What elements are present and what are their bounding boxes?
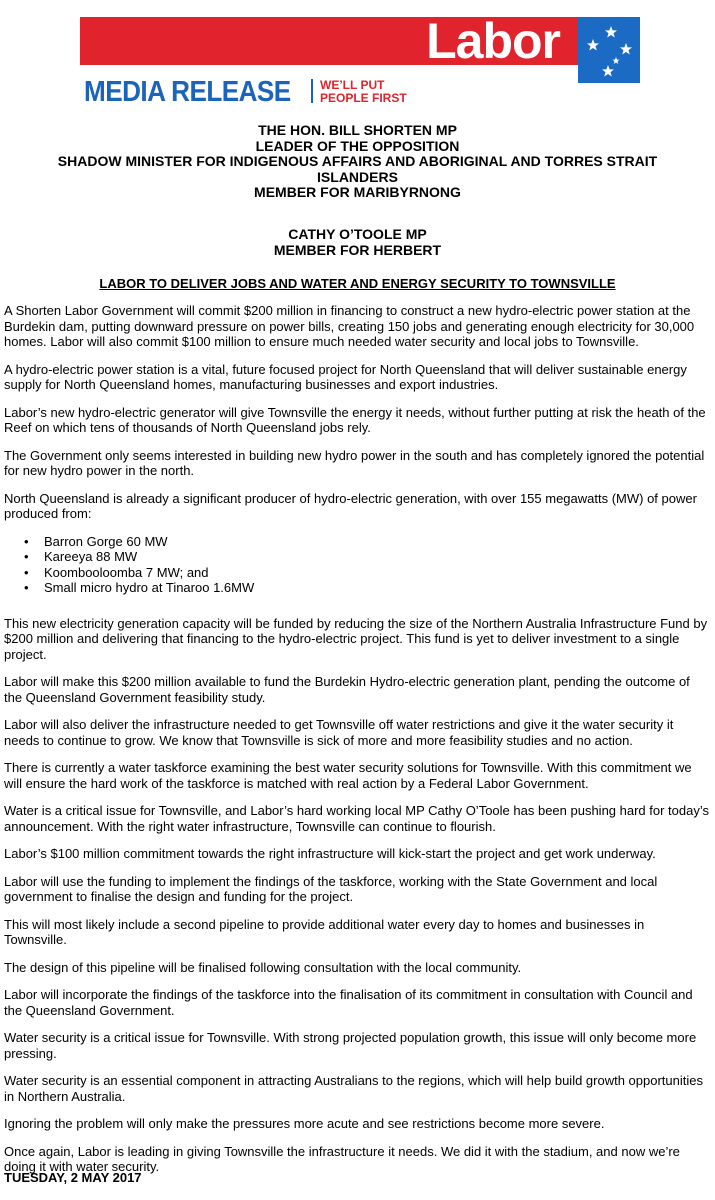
heading-line: ISLANDERS: [317, 168, 398, 185]
header-divider: [311, 79, 313, 103]
heading-line: SHADOW MINISTER FOR INDIGENOUS AFFAIRS AND ABORIGINAL AND TORRES STRAIT: [57, 153, 658, 169]
body-paragraph: Water is a critical issue for Townsville, and Labor’s hard working local MP Cathy O’Toole has been pushing hard for today’s announcement. With the right water infrastructure, Townsville can continue to flourish.: [4, 803, 710, 834]
body-paragraph: Labor will make this $200 million available to fund the Burdekin Hydro-electric generation plant, pending the outcome of the Queensland Government feasibility study.: [4, 674, 690, 705]
body-paragraph: A Shorten Labor Government will commit $200 million in financing to construct a new hydro-electric power station at the Burdekin dam, putting downward pressure on power bills, creating 150 jobs and generating enough electricity for 30,000 homes. Labor will also commit $100 million to ensure much needed water security and local jobs to Townsville.: [4, 303, 695, 349]
body-paragraph: A hydro-electric power station is a vital, future focused project for North Queensland that will deliver sustainable energy supply for North Queensland homes, manufacturing businesses and export industries.: [4, 361, 687, 392]
body-paragraph: This new electricity generation capacity will be funded by reducing the size of the Northern Australia Infrastructure Fund by $200 million and delivering that financing to the hydro-electric project. This fund is yet to deliver investment to a single project.: [4, 615, 708, 662]
body-paragraph: Once again, Labor is leading in giving Townsville the infrastructure it needs. We did it with the stadium, and now we’re doing it with water security.: [4, 1143, 680, 1174]
body-paragraph: There is currently a water taskforce examining the best water security solutions for Townsville. With this commitment we will ensure the hard work of the taskforce is matched with real action by a Federal Labor Government.: [4, 760, 692, 791]
body-paragraph: Labor will use the funding to implement the findings of the taskforce, working with the State Government and local government to finalise the design and funding for the project.: [4, 873, 658, 904]
tagline-line-1: WE’LL PUT: [320, 78, 385, 92]
heading-line: MEMBER FOR MARIBYRNONG: [254, 184, 461, 200]
body-paragraph: Water security is a critical issue for Townsville. With strong projected population growth, this issue will only become more pressing.: [4, 1030, 697, 1061]
heading-line: THE HON. BILL SHORTEN MP: [258, 122, 457, 138]
otoole-titles: [0, 227, 715, 258]
body-paragraph: Labor’s new hydro-electric generator will give Townsville the energy it needs, without further putting at risk the heath of the Reef on which tens of thousands of North Queensland jobs rely.: [4, 404, 706, 435]
heading-line: MEMBER FOR HERBERT: [273, 241, 442, 258]
release-headline: LABOR TO DELIVER JOBS AND WATER AND ENERGY SECURITY TO TOWNSVILLE: [99, 276, 616, 291]
media-release-title: MEDIA RELEASE: [84, 76, 291, 108]
release-date: TUESDAY, 2 MAY 2017: [4, 1170, 142, 1185]
body-paragraph: Labor will also deliver the infrastructure needed to get Townsville off water restrictions and give it the water security it needs to continue to grow. We know that Townsville is sick of more and more feasibility studies and no action.: [4, 717, 674, 748]
list-item: • Small micro hydro at Tinaroo 1.6MW: [44, 580, 709, 596]
body-paragraph: The design of this pipeline will be finalised following consultation with the local community.: [4, 959, 522, 975]
southern-cross-stars-icon: [578, 17, 640, 83]
body-paragraph: North Queensland is already a significant producer of hydro-electric generation, with over 155 megawatts (MW) of power produced from:: [4, 490, 697, 521]
body-paragraph: Water security is an essential component in attracting Australians to the regions, which will help build growth opportunities in Northern Australia.: [4, 1073, 703, 1104]
labor-banner: [80, 13, 640, 83]
southern-cross-logo: [578, 17, 640, 83]
heading-line: LEADER OF THE OPPOSITION: [255, 137, 460, 154]
tagline: [320, 79, 430, 105]
list-item: • Barron Gorge 60 MW: [44, 534, 709, 550]
list-item: • Koombooloomba 7 MW; and: [44, 565, 709, 581]
body-paragraph: This will most likely include a second pipeline to provide additional water every day to homes and businesses in Townsville.: [4, 916, 645, 947]
body-paragraph: The Government only seems interested in building new hydro power in the south and has completely ignored the potential for new hydro power in the north.: [4, 447, 705, 478]
body-paragraph: Labor’s $100 million commitment towards the right infrastructure will kick-start the project and get work underway.: [4, 846, 656, 861]
release-body: [4, 303, 709, 1187]
shorten-titles: [0, 123, 715, 201]
power-station-list: [4, 534, 709, 596]
list-item: • Kareeya 88 MW: [44, 549, 709, 565]
body-paragraph: Labor will incorporate the findings of the taskforce into the finalisation of its commitment in consultation with Council and the Queensland Government.: [4, 987, 693, 1018]
body-paragraph: Ignoring the problem will only make the pressures more acute and see restrictions become more severe.: [4, 1116, 605, 1131]
heading-line: CATHY O’TOOLE MP: [288, 226, 427, 242]
labor-logo-text: Labor: [426, 13, 560, 69]
tagline-line-2: PEOPLE FIRST: [320, 91, 407, 105]
